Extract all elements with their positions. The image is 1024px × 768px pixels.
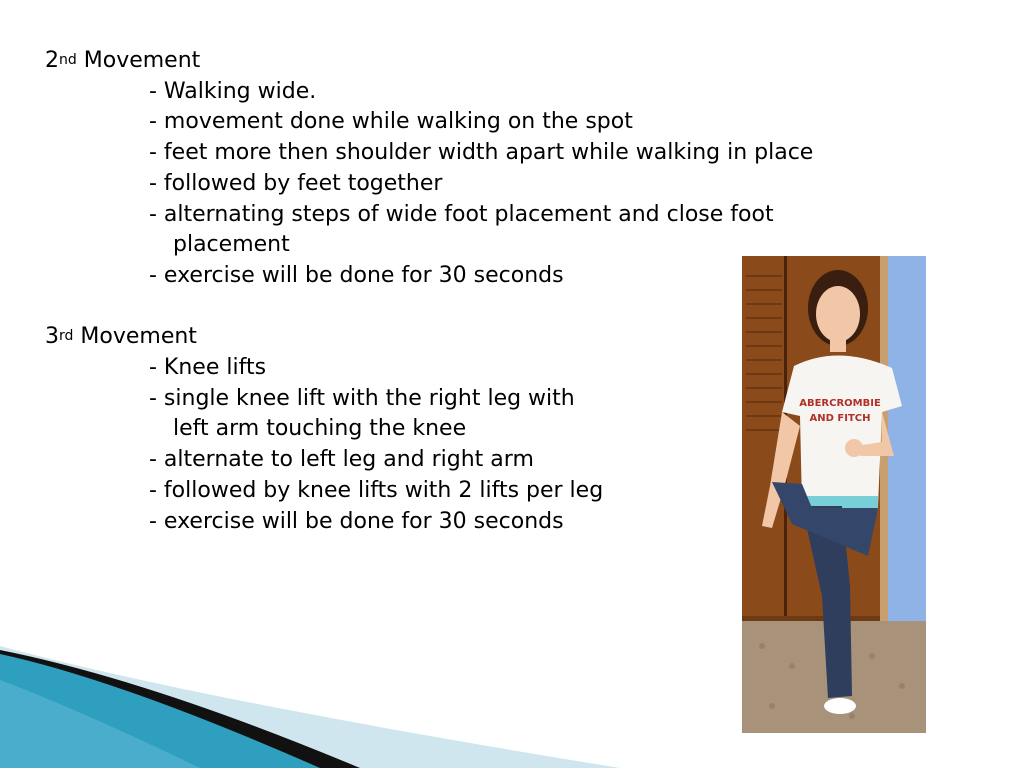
bullet-feet-together: - followed by feet together xyxy=(149,170,443,196)
slide-body-text xyxy=(45,46,813,537)
bullet-alternate-leg: - alternate to left leg and right arm xyxy=(149,447,534,473)
bullet-continuation: placement xyxy=(173,232,290,258)
bullet-duration: - exercise will be done for 30 seconds xyxy=(149,508,564,534)
section-gap xyxy=(45,292,813,323)
bullet-single-knee-lift: - single knee lift with the right leg with left arm touching the knee xyxy=(149,384,813,445)
bullet-alternating-steps: - alternating steps of wide foot placement and close foot placement xyxy=(149,200,813,261)
bullet-knee-lifts: - Knee lifts xyxy=(149,355,267,381)
bullet-feet-apart: - feet more then shoulder width apart while walking in place xyxy=(149,140,814,166)
section-2-heading: 2nd Movement xyxy=(45,48,201,73)
bullet-walking-wide: - Walking wide. xyxy=(149,78,317,104)
svg-text:AND FITCH: AND FITCH xyxy=(809,413,871,424)
blue-wall xyxy=(888,256,926,621)
person-knee-lift-illustration xyxy=(742,256,926,733)
bullet-on-the-spot: - movement done while walking on the spot xyxy=(149,109,633,135)
bullet-duration: - exercise will be done for 30 seconds xyxy=(149,262,564,288)
bullet-continuation: left arm touching the knee xyxy=(173,416,467,442)
section-3-heading: 3rd Movement xyxy=(45,324,197,350)
decorative-swoosh xyxy=(0,640,620,768)
bullet-two-lifts: - followed by knee lifts with 2 lifts per leg xyxy=(149,477,604,503)
svg-text:ABERCROMBIE: ABERCROMBIE xyxy=(799,398,881,409)
exercise-photo xyxy=(742,256,926,733)
